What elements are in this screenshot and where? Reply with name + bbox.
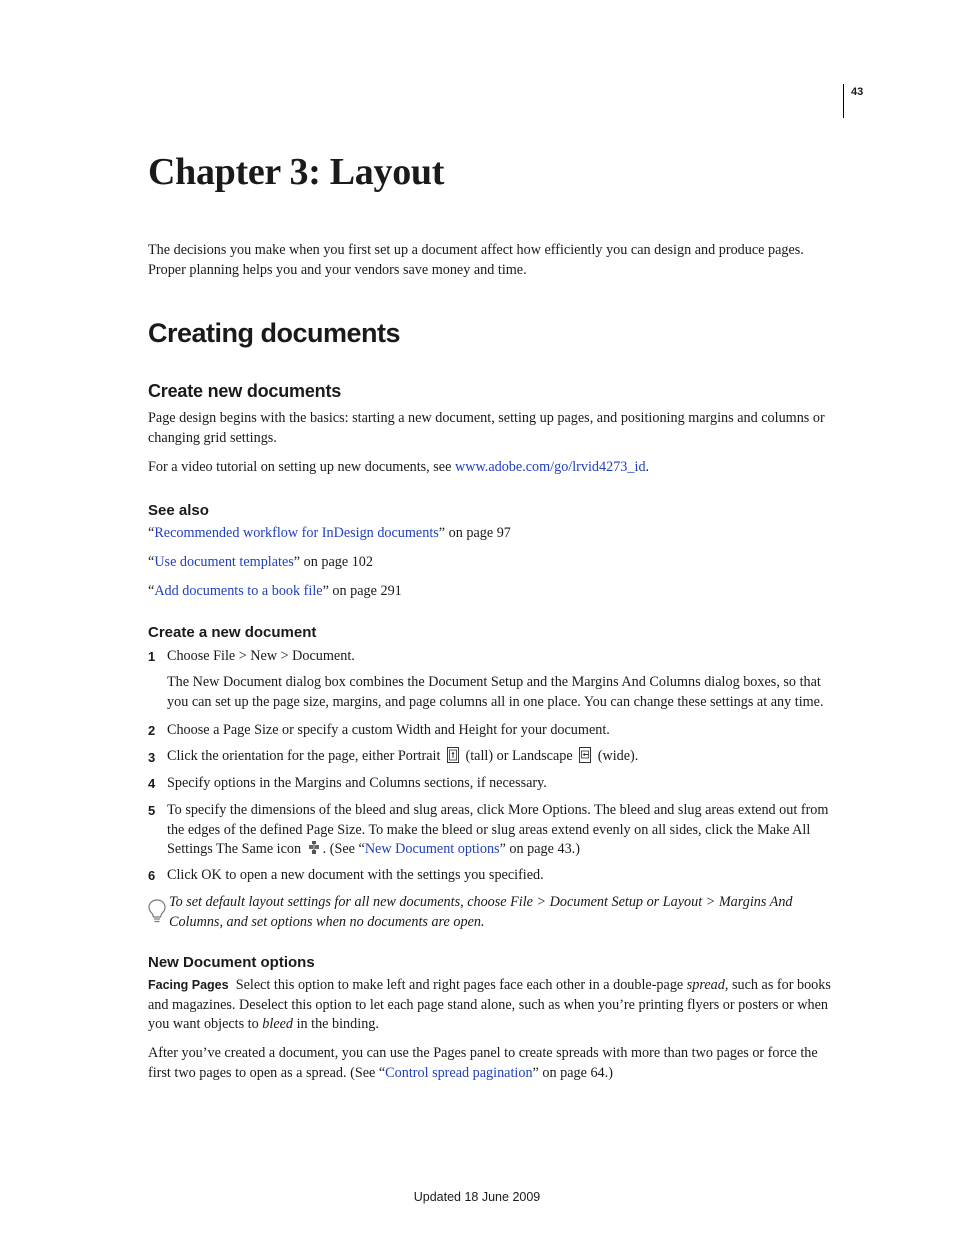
step-number: 4 (148, 776, 156, 791)
chapter-title: Chapter 3: Layout (148, 151, 445, 193)
see-also-link-book-file[interactable]: Add documents to a book file (154, 583, 323, 599)
step-text: Specify options in the Margins and Columns sections, if necessary. (167, 775, 547, 791)
facing-pages-term: Facing Pages (148, 978, 229, 992)
step-number: 5 (148, 803, 156, 818)
see-also-heading: See also (148, 502, 209, 519)
step-number: 2 (148, 723, 156, 738)
step-number: 1 (148, 649, 156, 664)
header-rule (843, 84, 844, 118)
lightbulb-tip-icon (147, 898, 167, 924)
page-number: 43 (851, 86, 864, 98)
create-new-paragraph: Page design begins with the basics: starting a new document, setting up pages, and positioning margins and columns or changing grid settings. (148, 410, 825, 446)
portrait-orientation-icon (446, 747, 460, 763)
see-also-link-templates[interactable]: Use document templates (154, 554, 294, 570)
make-all-settings-same-icon (307, 840, 321, 856)
create-a-new-document-heading: Create a new document (148, 624, 317, 641)
see-also-link-workflow[interactable]: Recommended workflow for InDesign documents (154, 525, 439, 541)
see-also-item: “Recommended workflow for InDesign documents” on page 97 (148, 525, 511, 541)
step-note: The New Document dialog box combines the Document Setup and the Margins And Columns dialog boxes, so that you can set up the page size, margins, and page columns all in one place. You can change these settings at any time. (167, 674, 824, 710)
new-document-options-link[interactable]: New Document options (364, 841, 500, 857)
intro-paragraph: The decisions you make when you first set up a document affect how efficiently you can design and produce pages. Proper planning helps you and your vendors save money and time. (148, 242, 804, 278)
control-spread-pagination-link[interactable]: Control spread pagination (385, 1064, 533, 1081)
step-text: Click the orientation for the page, either Portrait (tall) or Landscape (wide). (167, 748, 639, 764)
step-number: 3 (148, 750, 156, 765)
see-also-item: “Add documents to a book file” on page 291 (148, 583, 402, 599)
facing-pages-definition: Facing Pages Select this option to make left and right pages face each other in a double-page spread, such as for books and magazines. Deselect this option to let each page stand alone, such as when you’re printing flyers or posters or when you want objects to bleed in the binding. (148, 977, 831, 1032)
step-text: Choose a Page Size or specify a custom Width and Height for your document. (167, 722, 610, 738)
spreads-paragraph: After you’ve created a document, you can use the Pages panel to create spreads with more than two pages or force the first two pages to open as a spread. (See “Control spread pagination” on page 64.) (148, 1045, 818, 1081)
see-also-item: “Use document templates” on page 102 (148, 554, 373, 570)
step-text: Click OK to open a new document with the settings you specified. (167, 867, 544, 883)
landscape-orientation-icon (578, 747, 592, 763)
tip-text: To set default layout settings for all new documents, choose File > Document Setup or Layout > Margins And Columns, and set options when no documents are open. (169, 894, 793, 930)
step-text: Choose File > New > Document. (167, 648, 355, 664)
video-tutorial-paragraph: For a video tutorial on setting up new documents, see www.adobe.com/go/lrvid4273_id. (148, 459, 650, 475)
new-document-options-heading: New Document options (148, 954, 315, 971)
footer-updated-date: Updated 18 June 2009 (413, 1190, 541, 1204)
create-new-documents-heading: Create new documents (148, 381, 342, 401)
step-text: To specify the dimensions of the bleed and slug areas, click More Options. The bleed and slug areas extend out from the edges of the defined Page Size. To make the bleed or slug areas extend evenly on all sides, click the Make All Settings The Same icon . (See “New Document options” on page 43.) (167, 802, 829, 857)
video-tutorial-link[interactable]: www.adobe.com/go/lrvid4273_id (454, 459, 646, 475)
section-title: Creating documents (148, 318, 401, 348)
step-number: 6 (148, 868, 156, 883)
